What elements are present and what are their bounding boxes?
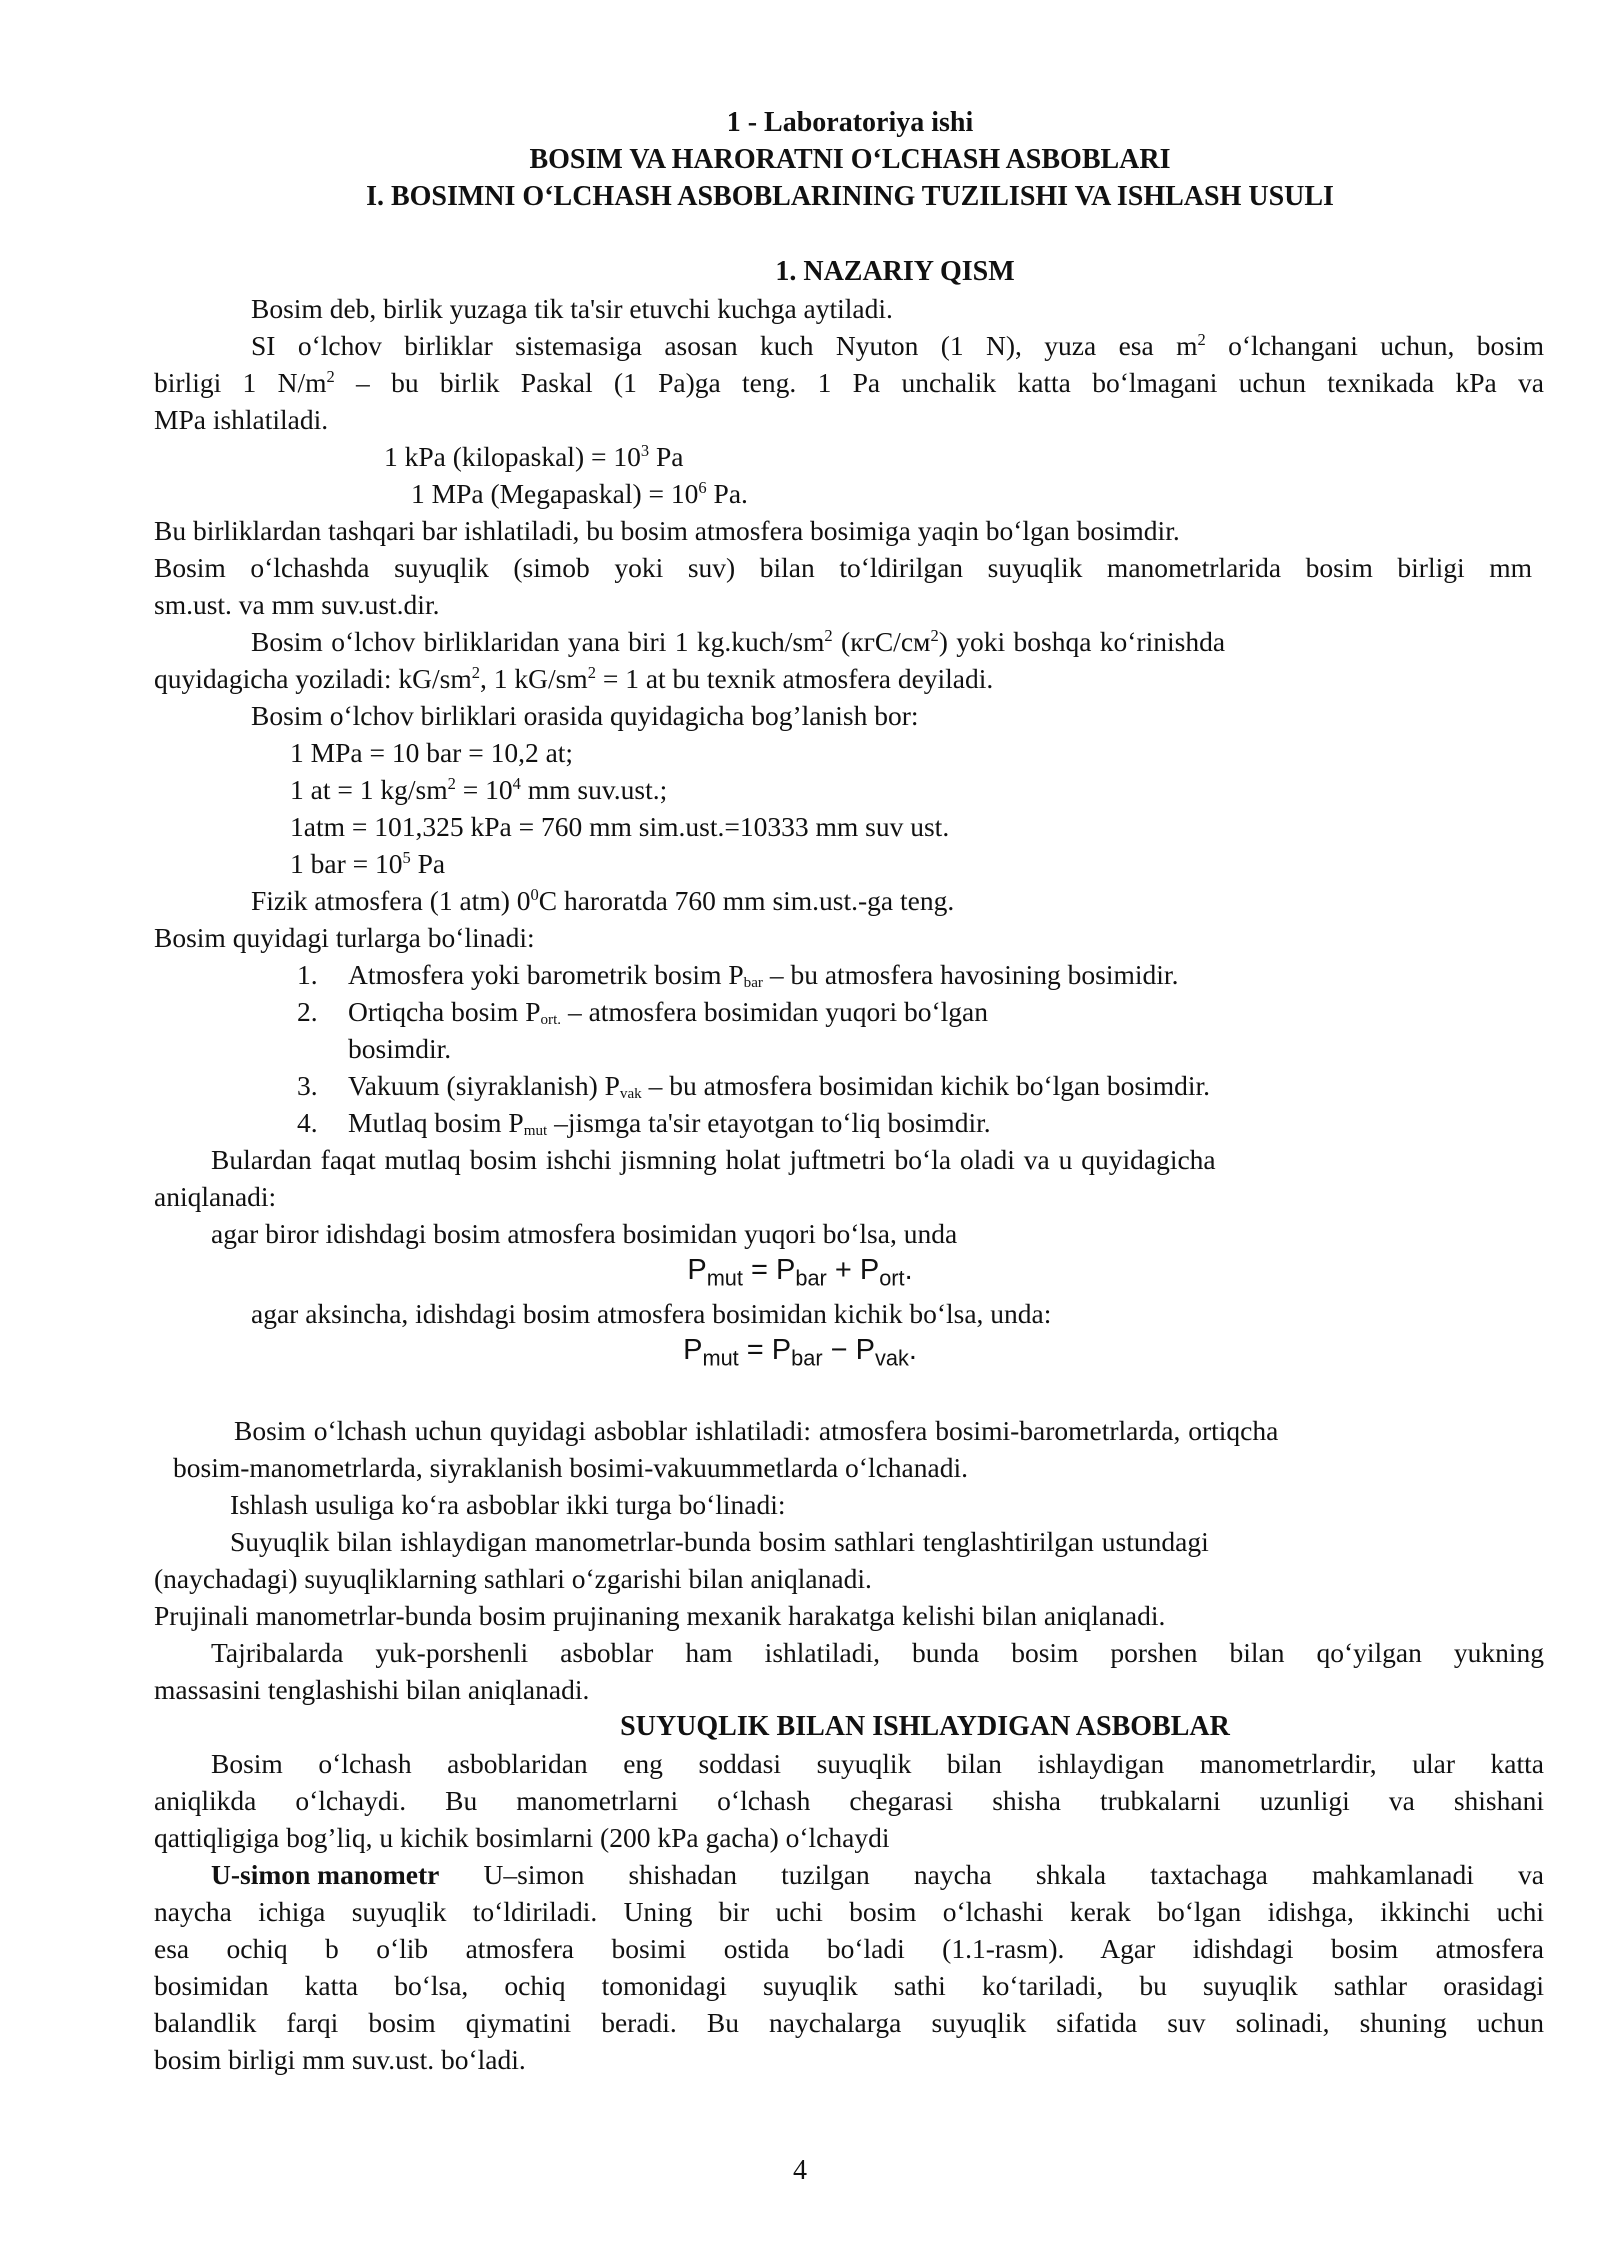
paragraph-simplest-line3: qattiqligiga bog’liq, u kichik bosimlarni (200 kPa gacha) o‘lchaydi [154,1822,890,1853]
relation-bar: 1 bar = $10^5$ Pa [290,848,446,879]
paragraph-absolute-line2: aniqlanadi: [154,1181,277,1212]
paragraph-piston-line2: massasini tenglashishi bilan aniqlanadi. [154,1674,590,1705]
paragraph-simplest-line2: aniqlikda o‘lchaydi. Bu manometrlarni o‘lchash chegarasi shisha trubkalarni uzunligi va shishani [154,1785,1544,1816]
lab-number: 1 - Laboratoriya ishi [726,107,974,138]
relation-mpa: 1 MPa = 10 bar = 10,2 at; [290,737,574,768]
list-item-text: Atmosfera yoki barometrik bosim $P_{bar}$ – bu atmosfera havosining bosimidir. [348,959,1179,992]
paragraph-pressure-types: Bosim quyidagi turlarga bo‘linadi: [154,922,535,953]
list-item-text: Vakuum (siyraklanish) $P_{vak}$ – bu atmosfera bosimidan kichik bo‘lgan bosimdir. [348,1070,1210,1103]
formula-mpa: 1 MPa (Megapaskal) = $10^6$ Pa. [411,478,748,509]
list-item-continuation: bosimdir. [348,1033,452,1064]
paragraph-kgforce-line1: Bosim o‘lchov birliklaridan yana biri 1 $kg.kuch/sm^2$ $(кгС/см^2)$ yoki boshqa ko‘rinishda [251,626,1226,657]
paragraph-relations-intro: Bosim o‘lchov birliklari orasida quyidagicha bog’lanish bor: [251,700,919,731]
list-item: 3. [297,1070,318,1101]
paragraph-u-manometer-line6: bosim birligi mm suv.ust. bo‘ladi. [154,2044,526,2075]
paragraph-si-line3: MPa ishlatiladi. [154,404,329,435]
paragraph-si-line1: SI o‘lchov birliklar sistemasiga asosan kuch Nyuton (1 N), yuza esa $m^2$ o‘lchangani uchun, bosim [251,330,1544,361]
formula-absolute-below: $P_{mut} = P_{bar} - P_{vak}$. [683,1334,917,1371]
formula-kpa: 1 kPa (kilopaskal) = $10^3$ Pa [384,441,684,472]
paragraph-bar: Bu birliklardan tashqari bar ishlatiladi, bu bosim atmosfera bosimiga yaqin bo‘lgan bosimdir. [154,515,1180,546]
relation-atm: 1atm = 101,325 kPa = 760 mm sim.ust.=10333 mm suv ust. [290,811,950,842]
paragraph-two-types: Ishlash usuliga ko‘ra asboblar ikki turga bo‘linadi: [230,1489,786,1520]
paragraph-absolute-line1: Bulardan faqat mutlaq bosim ishchi jismning holat juftmetri bo‘la oladi va u quyidagicha [211,1144,1216,1175]
paragraph-u-manometer-line2: naycha ichiga suyuqlik to‘ldiriladi. Uning bir uchi bosim o‘lchashi kerak bo‘lgan idishga, ikkinchi uchi [154,1896,1544,1927]
section-title-theory: 1. NAZARIY QISM [775,256,1015,287]
list-item-text: Ortiqcha bosim $P_{ort.}$ – atmosfera bosimidan yuqori bo‘lgan [348,996,988,1029]
paragraph-condition-above: agar biror idishdagi bosim atmosfera bosimidan yuqori bo‘lsa, unda [211,1218,958,1249]
paragraph-piston-line1: Tajribalarda yuk-porshenli asboblar ham ishlatiladi, bunda bosim porshen bilan qo‘yilgan yukning [211,1637,1544,1668]
paragraph-definition: Bosim deb, birlik yuzaga tik ta'sir etuvchi kuchga aytiladi. [251,293,893,324]
paragraph-instruments-line1: Bosim o‘lchash uchun quyidagi asboblar ishlatiladi: atmosfera bosimi-barometrlarda, ortiqcha [234,1415,1279,1446]
paragraph-kgforce-line2: quyidagicha yoziladi: $kG/sm^2$, 1 $kG/sm^2 = 1$ at bu texnik atmosfera deyiladi. [154,663,994,694]
paragraph-condition-below: agar aksincha, idishdagi bosim atmosfera bosimidan kichik bo‘lsa, unda: [251,1298,1052,1329]
page-number: 4 [793,2155,807,2186]
list-item: 4. [297,1107,318,1138]
paragraph-liquid-line1: Bosim o‘lchashda suyuqlik (simob yoki suv) bilan to‘ldirilgan suyuqlik manometrlarida bosim birligi mm [154,552,1532,583]
paragraph-liquid-manometer-line2: (naychadagi) suyuqliklarning sathlari o‘zgarishi bilan aniqlanadi. [154,1563,872,1594]
section-title-liquid-instruments: SUYUQLIK BILAN ISHLAYDIGAN ASBOBLAR [620,1711,1230,1742]
formula-absolute-above: $P_{mut} = P_{bar} + P_{ort}$. [687,1254,913,1291]
term-u-manometer: U-simon manometr [211,1859,440,1890]
list-item: 2. [297,996,318,1027]
paragraph-u-manometer-line3: esa ochiq b o‘lib atmosfera bosimi ostida bo‘ladi (1.1-rasm). Agar idishdagi bosim atmosfera [154,1933,1544,1964]
paragraph-liquid-manometer-line1: Suyuqlik bilan ishlaydigan manometrlar-bunda bosim sathlari tenglashtirilgan ustundagi [230,1526,1209,1557]
paragraph-u-manometer-line4: bosimidan katta bo‘lsa, ochiq tomonidagi suyuqlik sathi ko‘tariladi, bu suyuqlik sathlar orasidagi [154,1970,1544,2001]
paragraph-liquid-line2: sm.ust. va mm suv.ust.dir. [154,589,440,620]
paragraph-u-manometer-line1: U-simon manometr U–simon shishadan tuzilgan naycha shkala taxtachaga mahkamlanadi va [211,1856,1544,1893]
paragraph-u-manometer-line5: balandlik farqi bosim qiymatini beradi. Bu naychalarga suyuqlik sifatida suv solinadi, shuning uchun [154,2007,1544,2038]
paragraph-si-line2: birligi 1 $N/m^2$ – bu birlik Paskal (1 Pa)ga teng. 1 Pa unchalik katta bo‘lmagani uchun texnikada kPa va [154,367,1544,398]
paragraph-physical-atm: Fizik atmosfera (1 atm) $0^0C$ haroratda 760 mm sim.ust.-ga teng. [251,885,955,916]
list-item-text: Mutlaq bosim $P_{mut}$ –jismga ta'sir etayotgan to‘liq bosimdir. [348,1107,991,1140]
paragraph-simplest-line1: Bosim o‘lchash asboblaridan eng soddasi suyuqlik bilan ishlaydigan manometrlardir, ular katta [211,1748,1544,1779]
paragraph-spring-manometer: Prujinali manometrlar-bunda bosim prujinaning mexanik harakatga kelishi bilan aniqlanadi. [154,1600,1166,1631]
chapter-title: I. BOSIMNI O‘LCHASH ASBOBLARINING TUZILISHI VA ISHLASH USULI [366,181,1334,212]
list-item: 1. [297,959,318,990]
document-title: BOSIM VA HARORATNI O‘LCHASH ASBOBLARI [529,144,1171,175]
paragraph-instruments-line2: bosim-manometrlarda, siyraklanish bosimi-vakuummetlarda o‘lchanadi. [173,1452,968,1483]
relation-at: 1 at = 1 $kg/sm^2 = 10^4$ mm suv.ust.; [290,774,668,805]
